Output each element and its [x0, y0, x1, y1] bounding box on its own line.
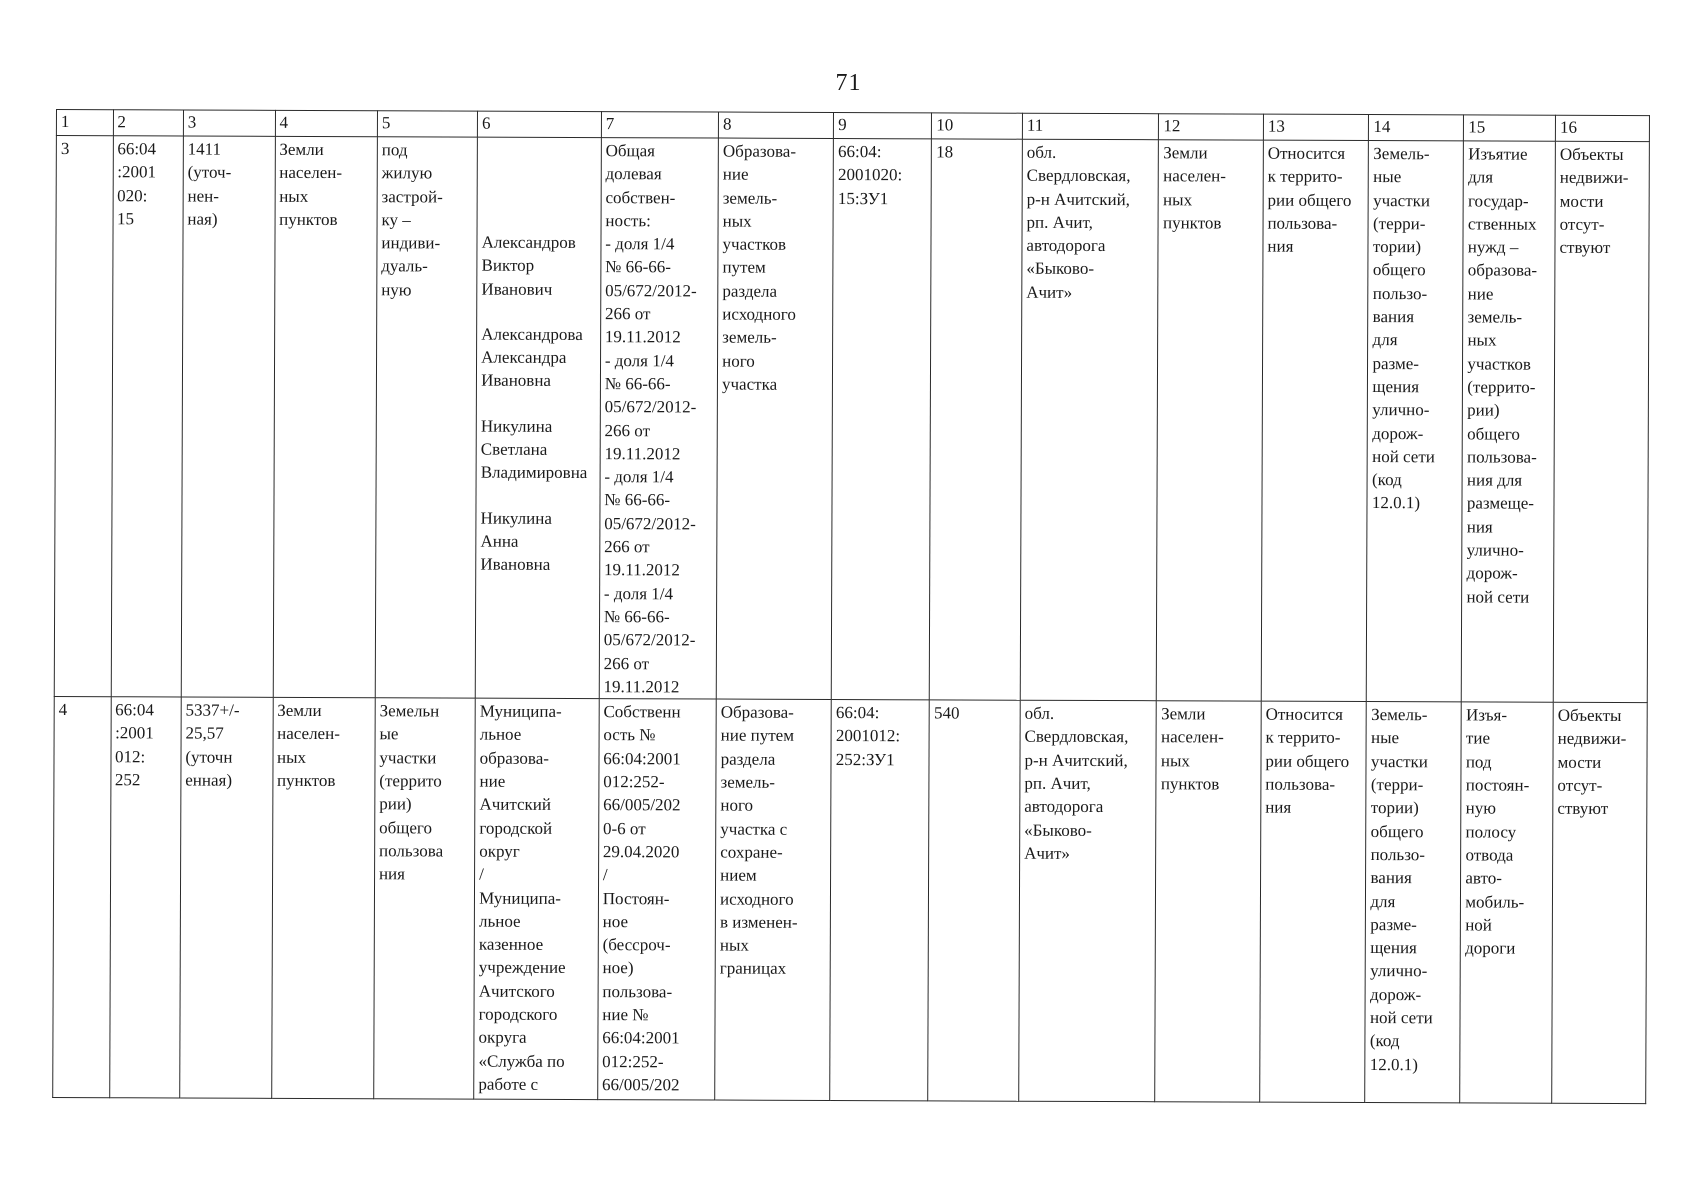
- real-estate-objects-cell: Объекты недвижи- мости отсут- ствуют: [1552, 702, 1648, 1103]
- cadastral-number-cell: 66:04 :2001 020: 15: [111, 136, 184, 697]
- page-number: 71: [835, 70, 862, 96]
- owner-gap: [481, 484, 596, 506]
- column-header: 4: [275, 110, 377, 136]
- column-header: 5: [377, 111, 477, 137]
- column-header: 12: [1159, 114, 1264, 140]
- owner-gap: [481, 392, 596, 414]
- column-header: 15: [1464, 115, 1556, 141]
- owner-name: Александров Виктор Иванович: [481, 232, 576, 299]
- column-header: 13: [1263, 114, 1369, 140]
- cadastral-number-cell: 66:04 :2001 012: 252: [109, 697, 181, 1098]
- ownership-right-cell: Общая долевая собствен- ность: - доля 1/4 № 66-66- 05/672/2012- 266 от 19.11.2012 - доля 1/4 № 66-66- 05/672/2012- 266 от 19.11.2012 - доля 1/4 № 66-66- 05/672/2012- 266 от 19.11.2012 - доля 1/4 № 66-66- 05/672/2012- 266 от 19.11.2012: [599, 138, 718, 700]
- new-plot-number-cell: 66:04: 2001012: 252:ЗУ1: [830, 700, 930, 1101]
- address-cell: обл. Свердловская, р-н Ачитский, рп. Ачит, автодорога «Быково- Ачит»: [1020, 139, 1159, 701]
- address-cell: обл. Свердловская, р-н Ачитский, рп. Ачит, автодорога «Быково- Ачит»: [1019, 700, 1157, 1102]
- ownership-right-cell: Собственн ость № 66:04:2001 012:252- 66/005/202 0-6 от 29.04.2020 / Постоян- ное (бессроч- ное) пользова- ние № 66:04:2001 012:252- 66/005/202: [597, 699, 716, 1100]
- new-category-cell: Земли населен- ных пунктов: [1155, 701, 1261, 1102]
- land-category-cell: Земли населен- ных пунктов: [273, 136, 378, 698]
- owners-cell: Муниципа- льное образова- ние Ачитский городской округ / Муниципа- льное казенное учреждение Ачитского городского округа «Служба по работе с: [474, 698, 599, 1099]
- owner-name: Никулина Светлана Владимировна: [480, 416, 588, 483]
- new-category-cell: Земли населен- ных пунктов: [1157, 140, 1264, 702]
- row-number-cell: 3: [54, 136, 113, 697]
- column-header: 2: [113, 110, 183, 136]
- column-header: 10: [932, 113, 1023, 139]
- territory-zone-cell: Относится к террито- рии общего пользова- ния: [1261, 140, 1369, 702]
- column-header: 7: [601, 112, 718, 138]
- land-category-cell: Земли населен- ных пунктов: [271, 697, 375, 1098]
- column-header: 11: [1022, 113, 1159, 140]
- owner-name: Александрова Александра Ивановна: [481, 324, 583, 391]
- column-header: 8: [718, 112, 833, 138]
- real-estate-objects-cell: Объекты недвижи- мости отсут- ствуют: [1553, 141, 1649, 702]
- new-use-cell: Земель- ные участки (терри- тории) общего пользо- вания для разме- щения улично- дорож- ной сети (код 12.0.1): [1365, 702, 1461, 1103]
- new-plot-number-cell: 66:04: 2001020: 15:ЗУ1: [831, 138, 931, 699]
- column-header: 6: [478, 111, 602, 137]
- area-cell: 1411 (уточ- нен- ная): [181, 136, 275, 697]
- owner-name: Никулина Анна Ивановна: [480, 508, 552, 575]
- row-number-cell: 4: [53, 697, 111, 1098]
- new-plot-area-cell: 540: [928, 700, 1020, 1101]
- column-header: 3: [183, 110, 275, 136]
- formation-method-cell: Образова- ние путем раздела земель- ного участка с сохране- нием исходного в изменен- ных границах: [715, 699, 832, 1100]
- permitted-use-cell: под жилую застрой- ку – индиви- дуаль- ную: [375, 137, 477, 699]
- seizure-purpose-cell: Изъя- тие под постоян- ную полосу отвода авто- мобиль- ной дороги: [1460, 702, 1553, 1103]
- column-header: 1: [56, 110, 113, 136]
- column-header: 14: [1369, 115, 1464, 141]
- owners-cell: [475, 137, 601, 699]
- column-header: 16: [1555, 115, 1649, 141]
- table-row: [54, 136, 1649, 703]
- land-plots-table: [52, 109, 1650, 1104]
- seizure-purpose-cell: Изъятие для государ- ственных нужд – образова- ние земель- ных участков (террито- рии) общего пользова- ния для размеще- ния улично- дорож- ной сети: [1462, 141, 1556, 702]
- formation-method-cell: Образова- ние земель- ных участков путем раздела исходного земель- ного участка: [716, 138, 833, 700]
- column-header: 9: [834, 112, 932, 138]
- permitted-use-cell: Земельн ые участки (террито рии) общего пользова ния: [374, 698, 476, 1099]
- new-plot-area-cell: 18: [930, 139, 1023, 700]
- new-use-cell: Земель- ные участки (терри- тории) общего пользо- вания для разме- щения улично- дорож- ной сети (код 12.0.1): [1367, 141, 1464, 702]
- territory-zone-cell: Относится к террито- рии общего пользова- ния: [1260, 701, 1367, 1102]
- owner-gap: [481, 301, 596, 323]
- owners-top-gap: [482, 139, 597, 231]
- table-row: [53, 697, 1648, 1104]
- area-cell: 5337+/- 25,57 (уточн енная): [180, 697, 273, 1098]
